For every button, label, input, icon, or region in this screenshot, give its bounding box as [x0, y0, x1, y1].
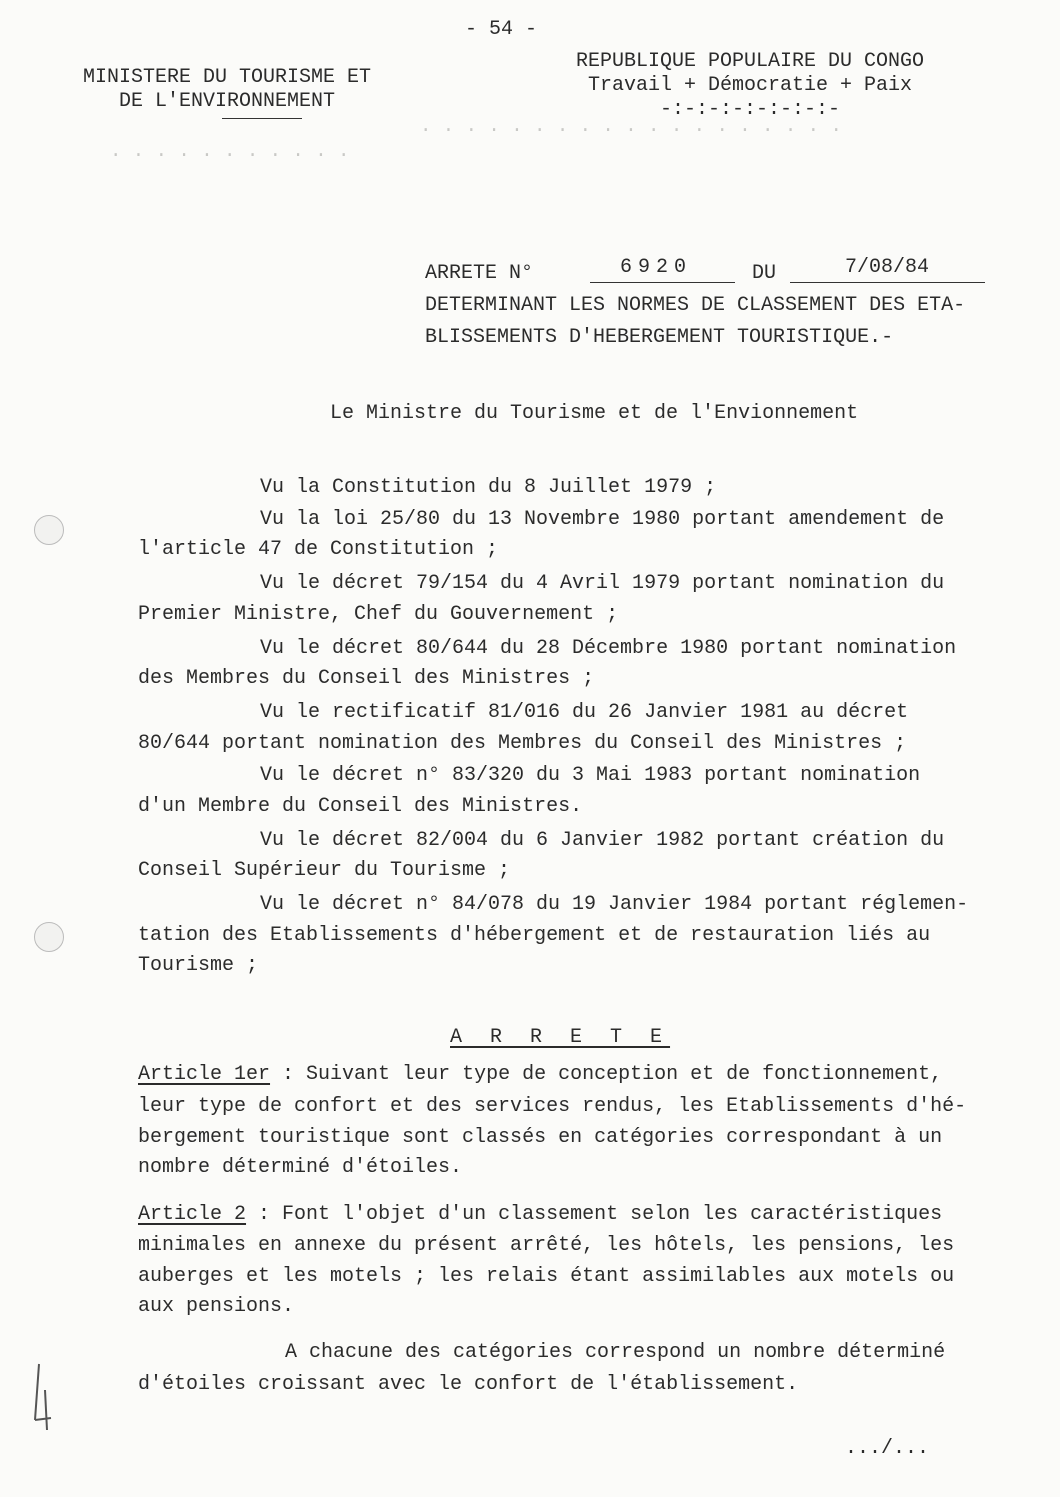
visa-2-cont: l'article 47 de Constitution ; [138, 538, 499, 561]
arrete-heading: A R R E T E [450, 1026, 671, 1049]
republic-ornament: -:-:-:-:-:-:-:- [659, 98, 841, 121]
visa-8: Vu le décret n° 84/078 du 19 Janvier 1984 portant réglemen- [260, 893, 969, 916]
article-2-text-1: Font l'objet d'un classement selon les caractéristiques [282, 1203, 943, 1226]
punch-hole [34, 515, 64, 545]
bleed-through-mark: . . . . . . . . . . . . . . . . . . . [420, 115, 842, 137]
bleed-through-mark: . . . . . . . . . . . [110, 140, 350, 162]
decree-title-line-1: DETERMINANT LES NORMES DE CLASSEMENT DES ETA- [425, 294, 966, 317]
visa-6-cont: d'un Membre du Conseil des Ministres. [138, 795, 583, 818]
article-1-label: Article 1er [138, 1063, 271, 1086]
ministry-line-1: MINISTERE DU TOURISME ET [82, 66, 372, 89]
article-1-line-4: nombre déterminé d'étoiles. [138, 1156, 463, 1179]
closing-line-1: A chacune des catégories correspond un nombre déterminé [285, 1341, 946, 1364]
visa-5: Vu le rectificatif 81/016 du 26 Janvier 1981 au décret [260, 701, 909, 724]
decree-prefix: ARRETE N° [425, 262, 534, 285]
decree-date-line [790, 282, 985, 283]
article-2-line-2: minimales en annexe du présent arrêté, les hôtels, les pensions, les [138, 1234, 955, 1257]
decree-number-line [590, 282, 735, 283]
page-number: - 54 - [465, 18, 538, 41]
republic-name: REPUBLIQUE POPULAIRE DU CONGO [575, 50, 925, 73]
visa-6: Vu le décret n° 83/320 du 3 Mai 1983 portant nomination [260, 764, 921, 787]
ministry-underline [222, 118, 302, 119]
decree-title-line-2: BLISSEMENTS D'HEBERGEMENT TOURISTIQUE.- [425, 326, 894, 349]
article-1-line-3: bergement touristique sont classés en catégories correspondant à un [138, 1126, 943, 1149]
decree-date-label: DU [752, 262, 777, 285]
article-2-label: Article 2 [138, 1203, 247, 1226]
visa-1: Vu la Constitution du 8 Juillet 1979 ; [260, 476, 717, 499]
visa-3-cont: Premier Ministre, Chef du Gouvernement ; [138, 603, 619, 626]
article-2-line-3: auberges et les motels ; les relais étant assimilables aux motels ou [138, 1265, 955, 1288]
article-1-text-1: Suivant leur type de conception et de fonctionnement, [306, 1063, 943, 1086]
visa-7: Vu le décret 82/004 du 6 Janvier 1982 portant création du [260, 829, 945, 852]
visa-4-cont: des Membres du Conseil des Ministres ; [138, 667, 595, 690]
article-2-line-1 [138, 1203, 1018, 1226]
ministry-line-2: DE L'ENVIRONNEMENT [118, 90, 336, 113]
visa-8-cont: tation des Etablissements d'hébergement et de restauration liés au [138, 924, 931, 947]
visa-5-cont: 80/644 portant nomination des Membres du Conseil des Ministres ; [138, 732, 907, 755]
article-1-line-2: leur type de confort et des services rendus, les Etablissements d'hé- [138, 1095, 967, 1118]
punch-hole [34, 922, 64, 952]
visa-4: Vu le décret 80/644 du 28 Décembre 1980 portant nomination [260, 637, 957, 660]
visa-3: Vu le décret 79/154 du 4 Avril 1979 portant nomination du [260, 572, 945, 595]
margin-initials-mark [25, 1360, 65, 1435]
minister-line: Le Ministre du Tourisme et de l'Envionnement [330, 402, 859, 425]
article-1-sep: : [270, 1063, 307, 1086]
article-1-line-1 [138, 1063, 1018, 1086]
decree-number: 6920 [620, 256, 693, 279]
continuation-mark: .../... [845, 1437, 930, 1460]
visa-2: Vu la loi 25/80 du 13 Novembre 1980 portant amendement de [260, 508, 945, 531]
closing-line-2: d'étoiles croissant avec le confort de l'établissement. [138, 1373, 799, 1396]
article-2-sep: : [246, 1203, 283, 1226]
visa-7-cont: Conseil Supérieur du Tourisme ; [138, 859, 511, 882]
article-2-line-4: aux pensions. [138, 1295, 295, 1318]
visa-8-cont-2: Tourisme ; [138, 954, 259, 977]
decree-date: 7/08/84 [845, 256, 930, 279]
republic-motto: Travail + Démocratie + Paix [587, 74, 913, 97]
